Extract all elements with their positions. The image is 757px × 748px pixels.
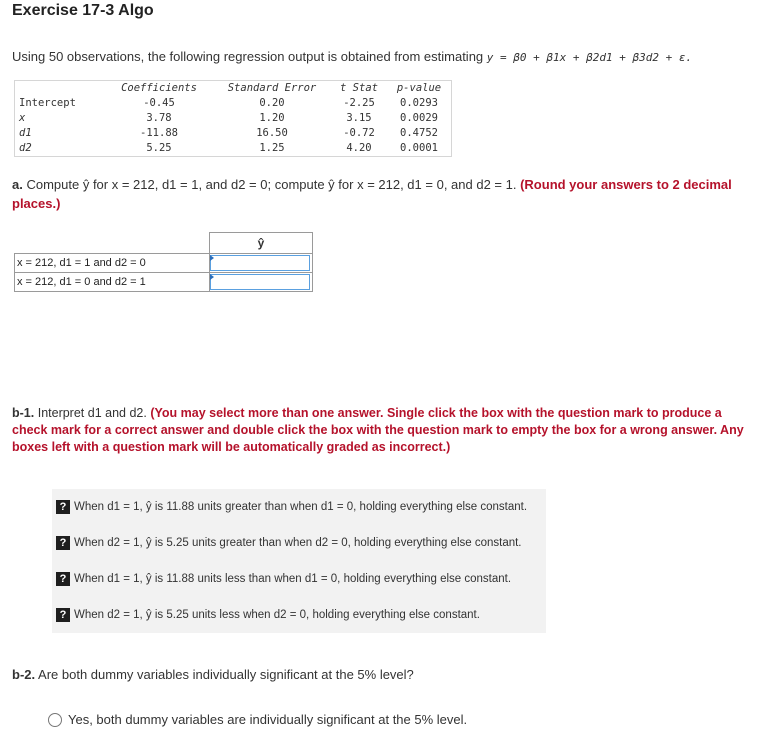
b2-option-yes[interactable] <box>48 712 467 727</box>
t-value: 4.20 <box>346 142 372 154</box>
header-p-value: p-value <box>396 82 442 94</box>
p-value: 0.4752 <box>400 127 438 139</box>
regression-header-row <box>15 81 451 96</box>
b1-option <box>52 489 546 525</box>
yhat-input-d2[interactable] <box>210 274 310 290</box>
question-mark-checkbox[interactable]: ? <box>56 608 70 622</box>
answer-header-yhat: ŷ <box>210 233 313 254</box>
header-coefficients: Coefficients <box>121 82 197 94</box>
p-value: 0.0293 <box>400 97 438 109</box>
t-value: -2.25 <box>343 97 375 109</box>
answer-row <box>15 273 313 292</box>
regression-equation: y = β0 + β1x + β2d1 + β3d2 + ε. <box>486 51 693 64</box>
regression-row <box>15 141 451 156</box>
part-b2-question <box>12 667 414 682</box>
input-marker-icon <box>210 255 214 261</box>
coef-value: 3.78 <box>146 112 172 124</box>
intro-text <box>12 49 692 64</box>
header-blank <box>15 81 105 96</box>
coef-value: 5.25 <box>146 142 172 154</box>
b1-option <box>52 525 546 561</box>
part-b1-prefix: b-1. <box>12 406 35 420</box>
question-mark-checkbox[interactable]: ? <box>56 500 70 514</box>
coef-value: -0.45 <box>143 97 175 109</box>
answer-row <box>15 254 313 273</box>
radio-button[interactable] <box>48 713 62 727</box>
answer-cell <box>210 273 313 292</box>
b1-option-text: When d2 = 1, ŷ is 5.25 units greater than when d2 = 0, holding everything else constant. <box>74 537 522 549</box>
answer-table <box>14 232 313 292</box>
b1-options-list <box>52 489 546 633</box>
row-label: d2 <box>19 142 32 154</box>
t-value: 3.15 <box>346 112 372 124</box>
part-b2-text: Are both dummy variables individually significant at the 5% level? <box>38 667 414 682</box>
part-a-prefix: a. <box>12 177 23 192</box>
question-mark-checkbox[interactable]: ? <box>56 536 70 550</box>
yhat-input-d1[interactable] <box>210 255 310 271</box>
part-b2-prefix: b-2. <box>12 667 36 682</box>
part-a-question <box>12 175 747 213</box>
p-value: 0.0029 <box>400 112 438 124</box>
b1-option <box>52 561 546 597</box>
se-value: 16.50 <box>256 127 288 139</box>
part-a-instruction: (Round your answers to 2 decimal places.) <box>12 177 732 211</box>
b1-option <box>52 597 546 633</box>
b1-option-text: When d1 = 1, ŷ is 11.88 units greater than when d1 = 0, holding everything else constant. <box>74 501 528 513</box>
regression-row <box>15 126 451 141</box>
regression-row <box>15 111 451 126</box>
regression-row <box>15 96 451 111</box>
part-a-text: Compute ŷ for x = 212, d1 = 1, and d2 = 0; compute ŷ for x = 212, d1 = 0, and d2 = 1. <box>26 177 517 192</box>
exercise-title: Exercise 17-3 Algo <box>12 2 154 19</box>
se-value: 1.20 <box>259 112 285 124</box>
row-label: Intercept <box>19 97 76 109</box>
regression-output <box>14 80 452 157</box>
b1-option-text: When d2 = 1, ŷ is 5.25 units less when d2 = 0, holding everything else constant. <box>74 609 480 621</box>
input-marker-icon <box>210 274 214 280</box>
header-standard-error: Standard Error <box>227 82 317 94</box>
answer-row-label: x = 212, d1 = 1 and d2 = 0 <box>15 254 210 273</box>
part-b1-text: Interpret d1 and d2. <box>37 406 147 420</box>
row-label: d1 <box>19 127 32 139</box>
answer-header-blank <box>15 233 210 254</box>
t-value: -0.72 <box>343 127 375 139</box>
answer-row-label: x = 212, d1 = 0 and d2 = 1 <box>15 273 210 292</box>
part-b1-question <box>12 405 757 456</box>
answer-cell <box>210 254 313 273</box>
se-value: 1.25 <box>259 142 285 154</box>
p-value: 0.0001 <box>400 142 438 154</box>
question-mark-checkbox[interactable]: ? <box>56 572 70 586</box>
row-label: x <box>19 112 26 124</box>
part-b1-instruction: (You may select more than one answer. Single click the box with the question mark to produce a check mark for a correct answer and double click the box with the question mark to empty the box for a wrong answer. Any boxes left with a question mark will be automatically graded as incorrect.) <box>12 406 744 454</box>
intro-sentence: Using 50 observations, the following regression output is obtained from estimating <box>12 49 484 64</box>
b2-option-text: Yes, both dummy variables are individually significant at the 5% level. <box>68 712 468 727</box>
b1-option-text: When d1 = 1, ŷ is 11.88 units less than when d1 = 0, holding everything else constant. <box>74 573 512 585</box>
header-t-stat: t Stat <box>340 82 378 94</box>
se-value: 0.20 <box>259 97 285 109</box>
coef-value: -11.88 <box>140 127 178 139</box>
